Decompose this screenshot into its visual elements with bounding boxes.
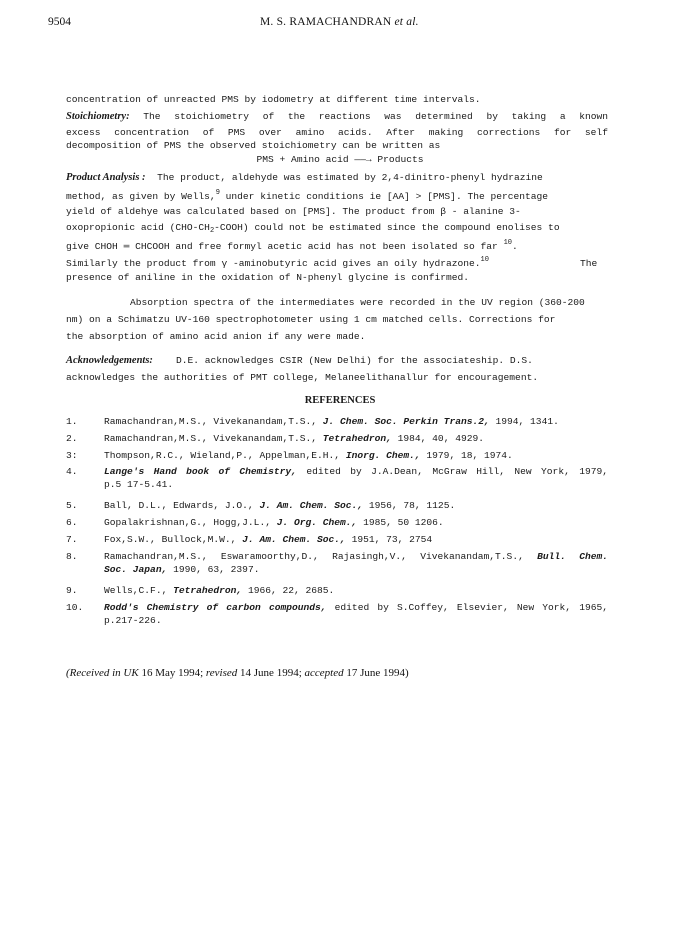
reference-entry-continued xyxy=(104,564,608,575)
reference-entry xyxy=(104,517,608,528)
reference-number: 4. xyxy=(66,466,78,477)
citation-superscript: 9 xyxy=(215,189,220,197)
reference-details: p.5 17-5.41. xyxy=(104,479,174,490)
word: excess xyxy=(66,127,101,138)
reference-number: 3: xyxy=(66,450,78,461)
reference-number: 6. xyxy=(66,517,78,528)
running-header-etal: et al. xyxy=(394,16,419,28)
word: by xyxy=(486,111,498,122)
reference-details: 1985, 50 1206. xyxy=(357,517,444,528)
reference-details: 1984, 40, 4929. xyxy=(391,433,484,444)
product-text: method, as given by Wells, xyxy=(66,191,216,202)
stoich-line-1 xyxy=(66,111,608,122)
reference-entry xyxy=(104,500,608,511)
word: self xyxy=(584,127,608,138)
reference-entry xyxy=(104,551,608,562)
reference-details: 1979, 18, 1974. xyxy=(420,450,513,461)
reference-entry-continued xyxy=(104,479,608,490)
reference-number: 9. xyxy=(66,585,78,596)
reference-number: 5. xyxy=(66,500,78,511)
reference-entry xyxy=(104,466,608,477)
reference-details: 1990, 63, 2397. xyxy=(167,564,260,575)
reference-details: edited by J.A.Dean, McGraw Hill, New York, 1979, xyxy=(296,466,608,477)
word: the xyxy=(287,111,306,122)
citation-superscript: 10 xyxy=(503,239,512,247)
absorption-line-2: nm) on a Schimatzu UV-160 spectrophotometer using 1 cm matched cells. Corrections for xyxy=(66,314,556,325)
stoich-line-2 xyxy=(66,127,608,138)
reference-details: p.217-226. xyxy=(104,615,162,626)
ack-line-1 xyxy=(66,355,533,366)
stoich-line-3: decomposition of PMS the observed stoichiometry can be written as xyxy=(66,140,441,151)
word: taking xyxy=(511,111,547,122)
word: for xyxy=(553,127,572,138)
reference-number: 2. xyxy=(66,433,78,444)
reference-authors: Ramachandran,M.S., Eswaramoorthy,D., Rajasingh,V., Vivekanandam,T.S., xyxy=(104,551,538,562)
product-text: -COOH) could not be estimated since the compound enolises to xyxy=(214,222,560,233)
reference-entry xyxy=(104,433,608,444)
reference-number: 7. xyxy=(66,534,78,545)
reference-authors: Fox,S.W., Bullock,M.W., xyxy=(104,534,243,545)
word: over xyxy=(258,127,282,138)
word: acids. xyxy=(338,127,373,138)
reference-journal: Lange's Hand book of Chemistry, xyxy=(104,466,297,477)
word: concentration xyxy=(114,127,190,138)
absorption-line-3: the absorption of amino acid anion if any were made. xyxy=(66,331,366,342)
ack-line-2: acknowledges the authorities of PMT college, Melaneelithanallur for encouragement. xyxy=(66,372,539,383)
received-dates xyxy=(66,667,409,679)
references-heading: REFERENCES xyxy=(304,395,376,406)
accepted-date: 17 June 1994) xyxy=(343,667,409,679)
reference-number: 10. xyxy=(66,602,84,613)
ack-text: D.E. acknowledges CSIR (New Delhi) for the associateship. D.S. xyxy=(175,355,533,366)
reference-details: 1956, 78, 1125. xyxy=(363,500,456,511)
reference-details: 1951, 73, 2754 xyxy=(345,534,433,545)
product-analysis-heading: Product Analysis : xyxy=(66,172,146,183)
reference-authors: Ramachandran,M.S., Vivekanandam,T.S., xyxy=(104,416,323,427)
reference-number: 8. xyxy=(66,551,78,562)
product-text: oxopropionic acid (CHO-CH xyxy=(66,222,210,233)
word: stoichiometry xyxy=(174,111,250,122)
reference-entry xyxy=(104,450,608,461)
reference-journal: Soc. Japan, xyxy=(104,564,168,575)
word: amino xyxy=(295,127,325,138)
body-line: concentration of unreacted PMS by iodometry at different time intervals. xyxy=(66,94,481,105)
reference-journal: J. Am. Chem. Soc., xyxy=(259,500,364,511)
product-line-5 xyxy=(66,239,518,252)
product-line-7: presence of aniline in the oxidation of N-phenyl glycine is confirmed. xyxy=(66,272,470,283)
reference-journal: Tetrahedron, xyxy=(322,433,392,444)
word: making xyxy=(428,127,464,138)
reference-details: 1994, 1341. xyxy=(489,416,559,427)
subscript: 2 xyxy=(209,227,215,235)
product-line-1 xyxy=(66,172,543,183)
reference-authors: Thompson,R.C., Wieland,P., Appelman,E.H., xyxy=(104,450,346,461)
received-date: 16 May 1994; xyxy=(138,667,206,679)
word: was xyxy=(384,111,402,122)
reference-journal: Bull. Chem. xyxy=(537,551,608,562)
received-label: (Received in UK xyxy=(66,667,139,679)
acknowledgements-heading: Acknowledgements: xyxy=(66,355,153,366)
reference-authors: Gopalakrishnan,G., Hogg,J.L., xyxy=(104,517,277,528)
accepted-label: accepted xyxy=(304,667,344,679)
product-text-end: The xyxy=(580,258,598,269)
reference-journal: J. Org. Chem., xyxy=(276,517,358,528)
word: The xyxy=(143,111,161,122)
reference-number: 1. xyxy=(66,416,78,427)
reference-entry xyxy=(104,416,608,427)
reference-details: edited by S.Coffey, Elsevier, New York, 1965, xyxy=(326,602,608,613)
reference-journal: Tetrahedron, xyxy=(173,585,243,596)
reference-entry xyxy=(104,602,608,613)
word: determined xyxy=(415,111,473,122)
product-text: under kinetic conditions ie [AA] > [PMS]. The percentage xyxy=(225,191,549,202)
product-line-4 xyxy=(66,222,560,235)
revised-label: revised xyxy=(205,667,238,679)
running-header xyxy=(260,16,419,28)
word: corrections xyxy=(476,127,541,138)
product-line-6 xyxy=(66,256,489,269)
reference-journal: Rodd's Chemistry of carbon compounds, xyxy=(104,602,327,613)
reference-journal: J. Chem. Soc. Perkin Trans.2, xyxy=(322,416,490,427)
word: of xyxy=(202,127,215,138)
equation: PMS + Amino acid ——→ Products xyxy=(256,154,424,165)
product-text: Similarly the product from γ -aminobutyric acid gives an oily hydrazone. xyxy=(66,258,481,269)
reference-entry-continued xyxy=(104,615,608,626)
running-header-authors: M. S. RAMACHANDRAN xyxy=(260,16,392,28)
page-number: 9504 xyxy=(48,16,71,28)
word: a xyxy=(559,111,566,122)
product-line-2 xyxy=(66,189,548,202)
word: PMS xyxy=(227,127,246,138)
revised-date: 14 June 1994; xyxy=(237,667,305,679)
word: known xyxy=(579,111,609,122)
reference-entry xyxy=(104,534,608,545)
word: of xyxy=(262,111,275,122)
reference-authors: Ramachandran,M.S., Vivekanandam,T.S., xyxy=(104,433,323,444)
absorption-line-1: Absorption spectra of the intermediates were recorded in the UV region (360-200 xyxy=(130,297,585,308)
reference-journal: J. Am. Chem. Soc., xyxy=(242,534,346,545)
product-text: give CHOH ═ CHCOOH and free formyl acetic acid has not been isolated so far xyxy=(66,241,498,252)
stoichiometry-heading: Stoichiometry: xyxy=(66,111,130,122)
product-text: . xyxy=(511,241,518,252)
product-line-3: yield of aldehye was calculated based on [PMS]. The product from β - alanine 3- xyxy=(66,206,521,217)
reference-authors: Ball, D.L., Edwards, J.O., xyxy=(104,500,260,511)
reference-journal: Inorg. Chem., xyxy=(345,450,421,461)
word: After xyxy=(386,127,416,138)
reference-entry xyxy=(104,585,608,596)
reference-authors: Wells,C.F., xyxy=(104,585,174,596)
product-text: The product, aldehyde was estimated by 2,4-dinitro-phenyl hydrazine xyxy=(157,172,543,183)
citation-superscript: 10 xyxy=(480,256,489,264)
word: reactions xyxy=(318,111,371,122)
reference-details: 1966, 22, 2685. xyxy=(242,585,335,596)
